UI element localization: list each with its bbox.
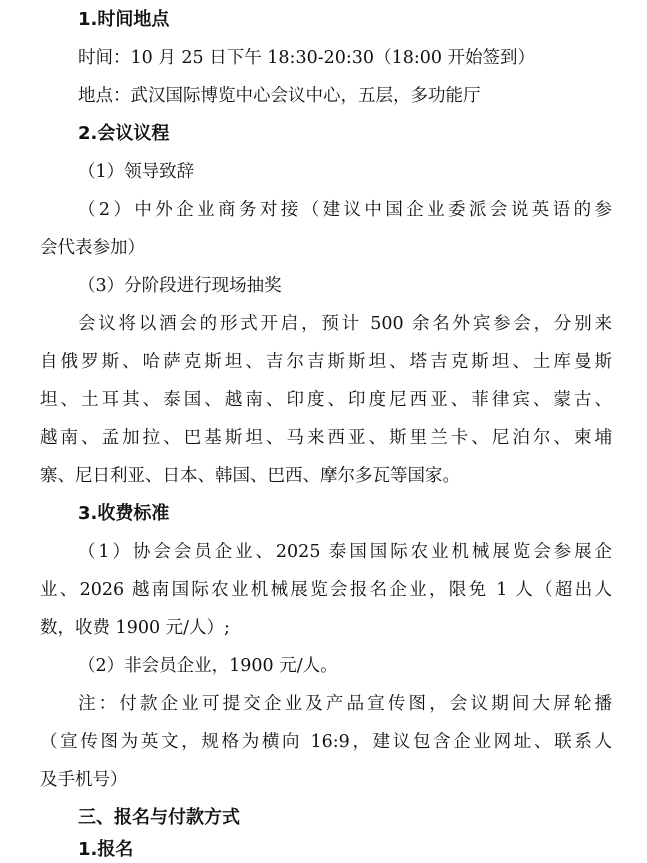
- agenda-item-2-cont: 会代表参加）: [40, 238, 145, 258]
- agenda-item-1: （1）领导致辞: [78, 162, 195, 182]
- agenda-item-2: （2）中外企业商务对接（建议中国企业委派会说英语的参: [78, 200, 612, 220]
- section-heading-time-place: 1.时间地点: [78, 9, 170, 30]
- paragraph-line: 自俄罗斯、哈萨克斯坦、吉尔吉斯斯坦、塔吉克斯坦、土库曼斯: [40, 352, 612, 372]
- paragraph-line: 寨、尼日利亚、日本、韩国、巴西、摩尔多瓦等国家。: [40, 466, 460, 486]
- agenda-item-3: （3）分阶段进行现场抽奖: [78, 276, 282, 296]
- fee-item-1-cont: 数，收费 1900 元/人）;: [40, 618, 230, 638]
- fee-item-1-cont: 业、2026 越南国际农业机械展览会报名企业，限免 1 人（超出人: [40, 580, 612, 600]
- section-heading-fees: 3.收费标准: [78, 503, 170, 524]
- place-line: 地点：武汉国际博览中心会议中心，五层，多功能厅: [78, 86, 481, 106]
- section-heading-registration: 三、报名与付款方式: [78, 807, 240, 828]
- note-line: 及手机号）: [40, 770, 128, 790]
- time-line: 时间：10 月 25 日下午 18:30-20:30（18:00 开始签到）: [78, 48, 536, 68]
- paragraph-line: 会议将以酒会的形式开启，预计 500 余名外宾参会，分别来: [78, 314, 612, 334]
- fee-item-1: （1）协会会员企业、2025 泰国国际农业机械展览会参展企: [78, 542, 612, 562]
- section-heading-agenda: 2.会议议程: [78, 123, 170, 144]
- paragraph-line: 越南、孟加拉、巴基斯坦、马来西亚、斯里兰卡、尼泊尔、柬埔: [40, 428, 612, 448]
- note-line: （宣传图为英文，规格为横向 16:9，建议包含企业网址、联系人: [40, 732, 612, 752]
- subsection-heading-registration: 1.报名: [78, 839, 134, 860]
- fee-item-2: （2）非会员企业，1900 元/人。: [78, 656, 338, 676]
- paragraph-line: 坦、土耳其、泰国、越南、印度、印度尼西亚、菲律宾、蒙古、: [40, 390, 612, 410]
- note-line: 注：付款企业可提交企业及产品宣传图，会议期间大屏轮播: [78, 694, 612, 714]
